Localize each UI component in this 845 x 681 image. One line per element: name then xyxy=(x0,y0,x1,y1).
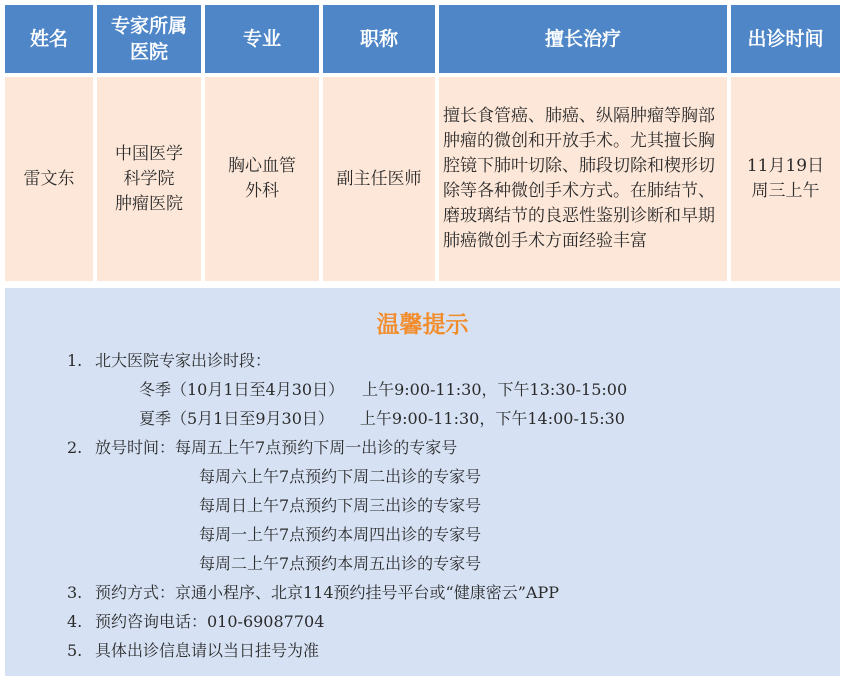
release-line: 每周六上午7点预约下周二出诊的专家号 xyxy=(199,467,482,486)
doctor-time xyxy=(729,75,842,283)
list-item xyxy=(67,578,627,607)
item-text: 北大医院专家出诊时段： xyxy=(95,351,272,370)
summer-season: 夏季（5月1日至9月30日） xyxy=(139,409,334,428)
item-number: 2. xyxy=(67,438,83,457)
hospital-line-3: 肿瘤医院 xyxy=(115,193,183,214)
list-item xyxy=(67,375,627,404)
doctor-name xyxy=(3,75,95,283)
hospital-line-2: 科学院 xyxy=(123,168,175,189)
header-expertise xyxy=(437,3,729,75)
summer-hours: 上午9:00-11:30，下午14:00-15:30 xyxy=(359,409,625,428)
tips-title: 温馨提示 xyxy=(376,312,469,338)
tips-list xyxy=(67,346,627,665)
header-name xyxy=(3,3,95,75)
specialty-line-1: 胸心血管 xyxy=(228,156,296,176)
header-name-label: 姓名 xyxy=(29,28,68,50)
doctor-title xyxy=(321,75,437,283)
item-number: 4. xyxy=(67,612,83,631)
list-item xyxy=(67,636,627,665)
doctor-schedule-table xyxy=(3,3,842,283)
time-line-2: 周三上午 xyxy=(751,181,820,201)
tips-panel xyxy=(3,286,842,678)
hospital-line-1: 中国医学 xyxy=(115,143,183,164)
header-title xyxy=(321,3,437,75)
list-item xyxy=(67,607,627,636)
list-item xyxy=(67,462,627,491)
release-line: 每周五上午7点预约下周一出诊的专家号 xyxy=(175,438,458,457)
release-line: 每周一上午7点预约本周四出诊的专家号 xyxy=(199,525,482,544)
winter-season: 冬季（10月1日至4月30日） xyxy=(139,380,345,399)
specialty-line-2: 外科 xyxy=(245,181,279,201)
list-item xyxy=(67,491,627,520)
release-line: 每周日上午7点预约下周三出诊的专家号 xyxy=(199,496,482,515)
item-number: 1. xyxy=(67,351,83,370)
specialty-lines xyxy=(228,154,296,204)
header-title-label: 职称 xyxy=(359,28,398,50)
header-expertise-label: 擅长治疗 xyxy=(544,28,621,50)
doctor-title-text: 副主任医师 xyxy=(336,168,422,189)
list-item xyxy=(67,520,627,549)
doctor-specialty xyxy=(203,75,321,283)
header-hospital xyxy=(95,3,203,75)
item-text: 预约方式：京通小程序、北京114预约挂号平台或“健康密云”APP xyxy=(95,583,559,602)
hospital-lines xyxy=(115,142,183,217)
winter-hours: 上午9:00-11:30，下午13:30-15:00 xyxy=(362,380,628,399)
list-item xyxy=(67,549,627,578)
expertise-text: 擅长食管癌、肺癌、纵隔肿瘤等胸部肿瘤的微创和开放手术。尤其擅长胸腔镜下肺叶切除、肺段切除和楔形切除等各种微创手术方式。在肺结节、磨玻璃结节的良恶性鉴别诊断和早期肺癌微创手术方面经验丰富 xyxy=(443,106,715,251)
header-specialty-label: 专业 xyxy=(242,28,281,50)
header-time xyxy=(729,3,842,75)
list-item xyxy=(67,433,627,462)
doctor-name-text: 雷文东 xyxy=(23,168,75,189)
doctor-hospital xyxy=(95,75,203,283)
doctor-expertise xyxy=(437,75,729,283)
release-line: 每周二上午7点预约本周五出诊的专家号 xyxy=(199,554,482,573)
header-specialty xyxy=(203,3,321,75)
table-row xyxy=(3,75,842,283)
item-text: 放号时间： xyxy=(95,438,176,457)
time-lines xyxy=(747,154,824,204)
list-item xyxy=(67,404,627,433)
item-number: 3. xyxy=(67,583,83,602)
item-number: 5. xyxy=(67,641,83,660)
header-time-label: 出诊时间 xyxy=(747,28,824,50)
item-text: 预约咨询电话：010-69087704 xyxy=(95,612,325,631)
table-header-row xyxy=(3,3,842,75)
header-hospital-label: 专家所属 医院 xyxy=(110,15,187,63)
time-line-1: 11月19日 xyxy=(746,156,825,176)
list-item xyxy=(67,346,627,375)
item-text: 具体出诊信息请以当日挂号为准 xyxy=(95,641,320,660)
